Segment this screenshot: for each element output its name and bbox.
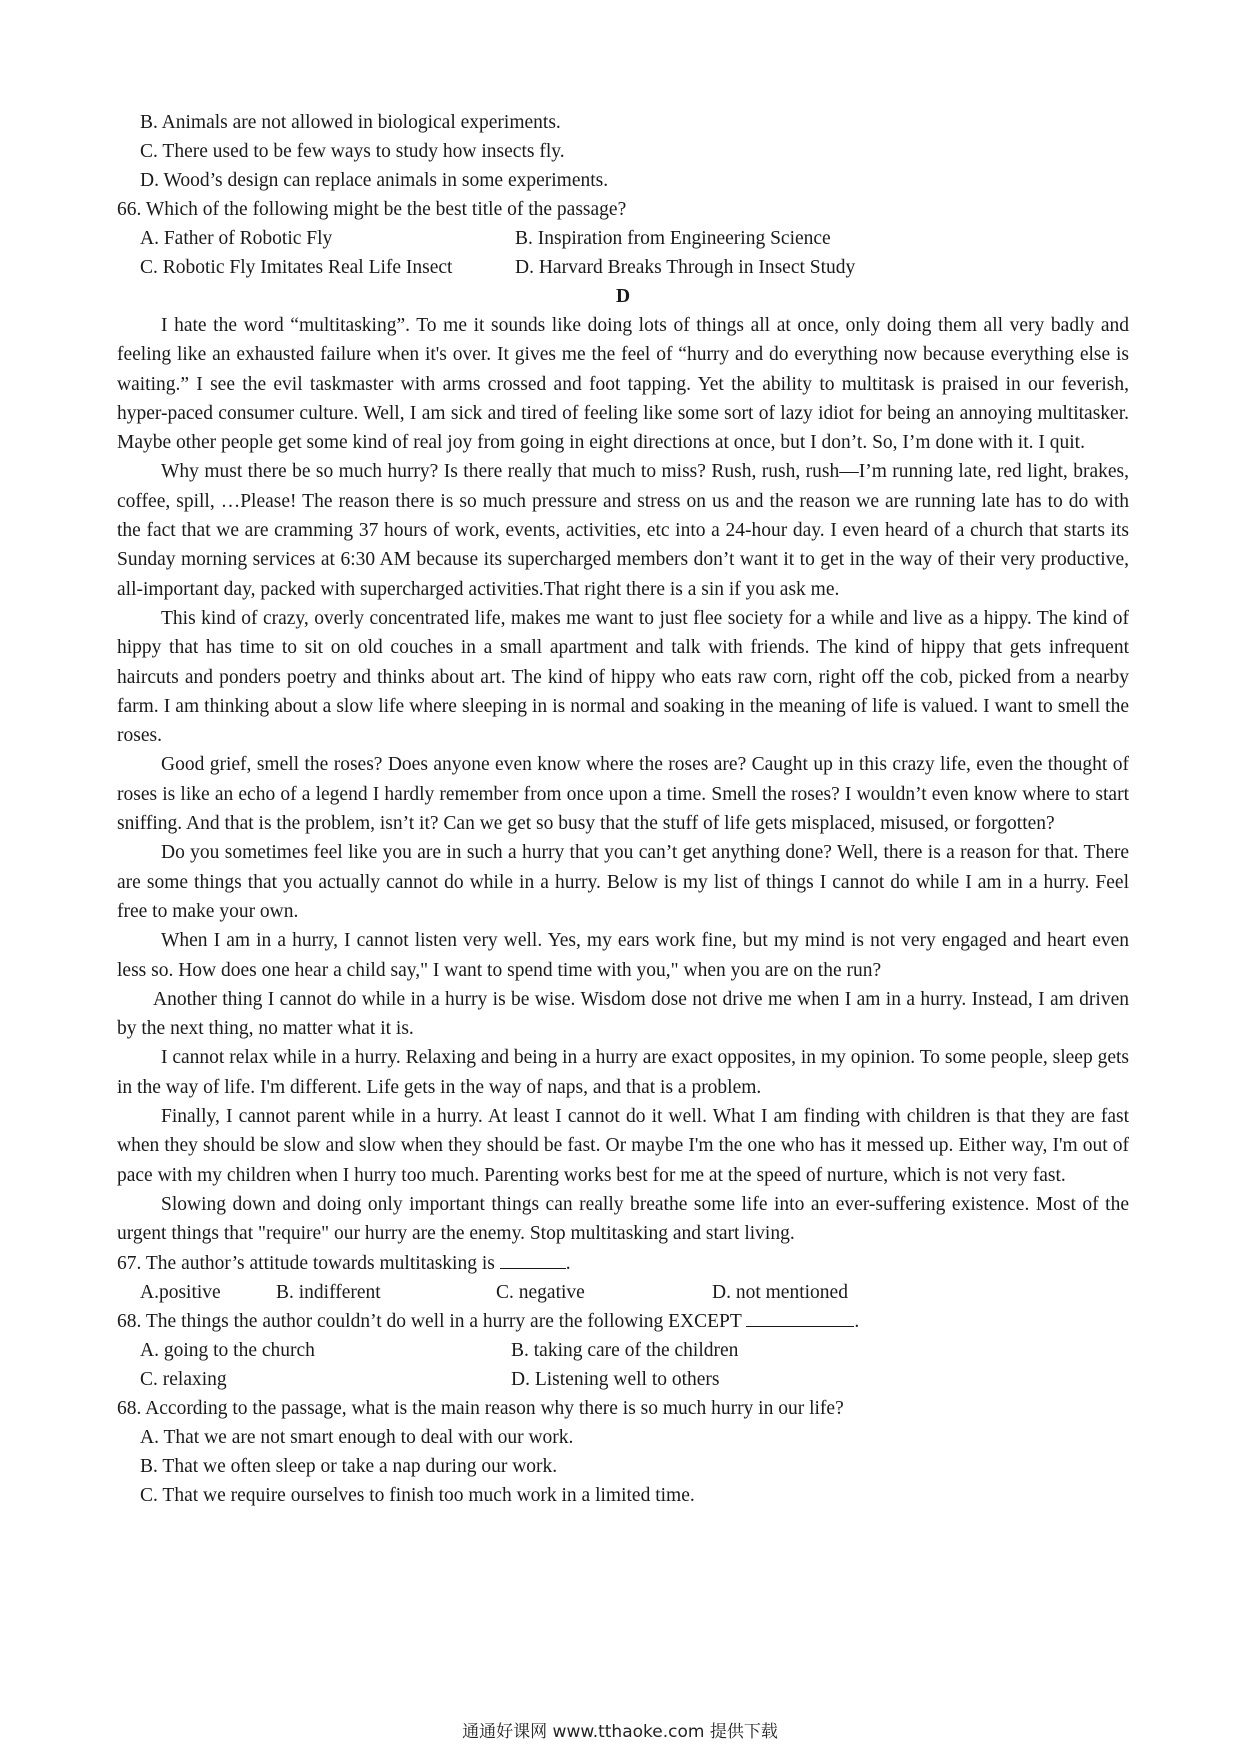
paragraph-7: Another thing I cannot do while in a hurry is be wise. Wisdom dose not drive me when I am in a hurry. Instead, I am driven by the next thing, no matter what it is.: [117, 988, 1129, 1040]
q67-option-a: A.positive: [140, 1281, 221, 1303]
q68b-option-a: A. That we are not smart enough to deal with our work.: [140, 1426, 574, 1448]
paragraph-6: When I am in a hurry, I cannot listen very well. Yes, my ears work fine, but my mind is not very engaged and heart even less so. How does one hear a child say," I want to spend time with you," when you are on the run?: [117, 930, 1129, 981]
exam-page: [117, 108, 1129, 1510]
paragraph-3: This kind of crazy, overly concentrated life, makes me want to just flee society for a while and live as a hippy. The kind of hippy that has time to sit on old couches in a small apartment and talk with friends. The kind of hippy that gets infrequent haircuts and ponders poetry and thinks about art. The kind of hippy who eats raw corn, right off the cob, picked from a nearby farm. I am thinking about a slow life where sleeping in is normal and soaking in the meaning of life is valued. I want to smell the roses.: [117, 607, 1129, 747]
q68a-options-row-2: [117, 1365, 1129, 1394]
q66-option-c: C. Robotic Fly Imitates Real Life Insect: [140, 257, 453, 278]
q66-option-a: A. Father of Robotic Fly: [140, 228, 333, 249]
q67-option-d: D. not mentioned: [712, 1281, 848, 1303]
q68a-option-a: A. going to the church: [140, 1339, 315, 1361]
q68a-option-c: C. relaxing: [140, 1368, 227, 1390]
q67-option-b: B. indifferent: [276, 1281, 381, 1303]
q68a-period: .: [854, 1310, 860, 1332]
paragraph-2: Why must there be so much hurry? Is there really that much to miss? Rush, rush, rush—I’m running late, red light, brakes, coffee, spill, …Please! The reason there is so much pressure and stress on us and the reason we are running late has to do with the fact that we are cramming 37 hours of work, events, activities, etc into a 24-hour day. I even heard of a church that starts its Sunday morning services at 6:30 AM because its supercharged members don’t want it to get in the way of their very productive, all-important day, packed with supercharged activities.That right there is a sin if you ask me.: [117, 461, 1129, 600]
q67-stem: 67. The author’s attitude towards multitasking is: [117, 1252, 495, 1274]
paragraph-1: I hate the word “multitasking”. To me it sounds like doing lots of things all at once, only doing them all very badly and feeling like an exhausted failure when it's over. It gives me the feel of “hurry and do everything now because everything else is waiting.” I see the evil taskmaster with arms crossed and foot tapping. Yet the ability to multitask is praised in our feverish, hyper-paced consumer culture. Well, I am sick and tired of feeling like some sort of lazy idiot for being an annoying multitasker. Maybe other people get some kind of real joy from going in eight directions at once, but I don’t. So, I’m done with it. I quit.: [117, 315, 1129, 454]
paragraph-5: Do you sometimes feel like you are in such a hurry that you can’t get anything done? Well, there is a reason for that. There are some things that you actually cannot do while in a hurry. Below is my list of things I cannot do while I am in a hurry. Feel free to make your own.: [117, 842, 1129, 922]
q68a-option-d: D. Listening well to others: [511, 1368, 720, 1390]
q67-answer-blank: [500, 1250, 566, 1269]
q65-option-d: D. Wood’s design can replace animals in some experiments.: [140, 170, 609, 191]
q67-options-row: [117, 1278, 1129, 1307]
paragraph-10: Slowing down and doing only important things can really breathe some life into an ever-suffering existence. Most of the urgent things that "require" our hurry are the enemy. Stop multitasking and start living.: [117, 1193, 1129, 1245]
paragraph-8: I cannot relax while in a hurry. Relaxing and being in a hurry are exact opposites, in my opinion. To some people, sleep gets in the way of life. I'm different. Life gets in the way of naps, and that is a problem.: [117, 1047, 1129, 1098]
q67-stem-line: [117, 1249, 1129, 1278]
q68a-stem-line: [117, 1307, 1129, 1336]
q68b-option-b: B. That we often sleep or take a nap during our work.: [140, 1455, 558, 1477]
q68a-stem: 68. The things the author couldn’t do well in a hurry are the following EXCEPT: [117, 1310, 742, 1332]
q66-options-row-1: [117, 224, 1129, 253]
q68b-option-c: C. That we require ourselves to finish too much work in a limited time.: [140, 1484, 695, 1506]
q68a-option-b: B. taking care of the children: [511, 1339, 739, 1361]
q68a-answer-blank: [746, 1308, 854, 1327]
q65-option-c: C. There used to be few ways to study how insects fly.: [140, 141, 565, 162]
q66-option-d: D. Harvard Breaks Through in Insect Study: [515, 257, 856, 278]
q66-option-b: B. Inspiration from Engineering Science: [515, 228, 831, 249]
q66-options-row-2: [117, 253, 1129, 282]
q66-stem: 66. Which of the following might be the best title of the passage?: [117, 199, 627, 220]
paragraph-9: Finally, I cannot parent while in a hurry. At least I cannot do it well. What I am finding with children is that they are fast when they should be slow and slow when they should be fast. Or maybe I'm the one who has it messed up. Either way, I'm out of pace with my children when I hurry too much. Parenting works best for me at the speed of nurture, which is not very fast.: [117, 1106, 1129, 1186]
q68b-stem: 68. According to the passage, what is the main reason why there is so much hurry in our life?: [117, 1397, 844, 1419]
q68a-options-row-1: [117, 1336, 1129, 1365]
q67-option-c: C. negative: [496, 1281, 585, 1303]
q67-period: .: [565, 1252, 571, 1274]
section-heading: D: [615, 286, 631, 307]
paragraph-4: Good grief, smell the roses? Does anyone even know where the roses are? Caught up in this crazy life, even the thought of roses is like an echo of a legend I hardly remember from once upon a time. Smell the roses? I wouldn’t even know where to start sniffing. And that is the problem, isn’t it? Can we get so busy that the stuff of life gets misplaced, misused, or forgotten?: [117, 754, 1129, 835]
page-footer: 通通好课网 www.tthaoke.com 提供下载: [462, 1722, 778, 1742]
q65-option-b: B. Animals are not allowed in biological experiments.: [140, 112, 561, 133]
